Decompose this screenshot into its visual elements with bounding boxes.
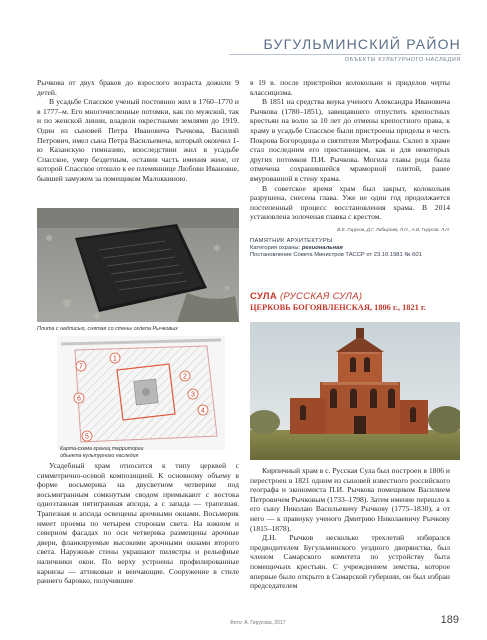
map-marker-label: 6 bbox=[77, 395, 81, 403]
map-marker bbox=[110, 353, 120, 363]
map-marker bbox=[76, 361, 86, 371]
paragraph: Рычкова от двух браков до взрослого возраста дожили 9 детей. bbox=[37, 78, 239, 97]
village-name-alt: (РУССКАЯ СУЛА) bbox=[279, 291, 363, 302]
plate-photo-illustration bbox=[37, 208, 239, 322]
monument-decree: Постановление Совета Министров ТАССР от 23.10.1981 № 601 bbox=[250, 251, 422, 258]
category-value: региональная bbox=[301, 244, 343, 251]
memorial-plate-photo bbox=[37, 208, 239, 322]
paragraph: Усадебный храм относится к типу церквей с симметрично-осевой композицией. К основному объему в форме восьмерика на двусветном четверике под восьмигранным сомкнутым сводом примыкают с востока одноэтажная пятигранная апсида, а с запада — трапезная. Трапезная и апсида освещены арочными окнами. Восьмерик имеет проемы по четырем сторонам света. На южном и северном фасадах по оси четверика размещены арочные двери, фланкируемые высокими арочными окнами второго света. Наружные стены украшают пилястры и рельефные наличники окон. По верху устроены профилированные карнизы — аттиковые и венчающие. Сооружение в стиле раннего барокко, получившее bbox=[37, 461, 239, 586]
header-rule bbox=[229, 54, 461, 55]
paragraph: В усадьбе Спасское ученый постоянно жил в 1760–1770 и в 1777–м. Его многочисленные потомки, как по мужской, так и по женской линии, владели окрестными землями до 1919. Один из сыновей Петра Ивановича Рычкова, Василий Петрович, имел сына Петра Васильевича, который окончил 1-ю Казанскую гимназию, впоследствии жил в усадьбе Спасское, умер бездетным, оставив часть имения жене, от которой Спасское отошло к ее племяннице Любови Ивановне, бывшей замужем за помещиком Малоккиною. bbox=[37, 97, 239, 183]
page-header bbox=[229, 36, 461, 63]
map-marker bbox=[198, 405, 208, 415]
church-title: ЦЕРКОВЬ БОГОЯВЛЕНСКАЯ, 1806 г., 1821 г. bbox=[250, 303, 426, 312]
church-photo bbox=[250, 322, 460, 460]
map-caption-line: Карта-схема границ территории bbox=[60, 446, 144, 452]
map-marker-label: 4 bbox=[201, 407, 205, 415]
left-column-top bbox=[37, 78, 239, 184]
paragraph: в 19 в. после пристройки колокольни и приделов черты классицизма. bbox=[250, 78, 450, 97]
author-credit: В.Е. Гирусов, Д.Г. Лобырова, Л.Н., А.И. Гирусов, Л.Н. bbox=[337, 226, 450, 232]
monument-category bbox=[250, 245, 450, 252]
paragraph: Д.Н. Рычков несколько трехлетий избирался предводителем Бугульминского уездного дворянства, был членом Самарского комитета по устройству быта помещичьих крестьян. С учреждением земства, которое впервые было открыто в Самарской губернии, он был избран председателем bbox=[250, 533, 450, 591]
map-caption-line: объекта культурного наследия bbox=[60, 452, 139, 459]
page-number: 189 bbox=[440, 614, 459, 626]
paragraph: Кирпичный храм в с. Русская Сула был построен в 1806 и перестроен в 1821 одним из сыновей известного российского географа и экономиста П.И. Рычкова помещиком Василием Петровичем Рычковым (1733–1798). Затем имение перешло к его сыну Николаю Васильевичу Рычкову (1775–1830), а от него — к правнуку ученого Дмитрию Николаевичу Рычкову (1815–1878). bbox=[250, 466, 450, 533]
region-subtitle: ОБЪЕКТЫ КУЛЬТУРНОГО НАСЛЕДИЯ bbox=[344, 57, 461, 63]
left-column-bottom bbox=[37, 461, 239, 586]
paragraph: В советское время храм был закрыт, колокольня разрушена, снесена глава. Уже не один год продолжается постепенный процесс восстановления храма. В 2014 установлена золоченая главка с крестом. bbox=[250, 183, 450, 222]
photo-credit: Фото: А. Гирусова, 2017 bbox=[230, 620, 286, 626]
region-title: БУГУЛЬМИНСКИЙ РАЙОН bbox=[263, 36, 461, 52]
right-column-top bbox=[250, 78, 450, 259]
map-marker-label: 7 bbox=[79, 363, 83, 371]
section-heading bbox=[250, 291, 460, 312]
map-marker bbox=[82, 431, 92, 441]
village-name bbox=[250, 291, 460, 302]
church-photo-illustration bbox=[250, 322, 460, 460]
monument-heading: ПАМЯТНИК АРХИТЕКТУРЫ bbox=[250, 237, 333, 244]
paragraph: В 1851 на средства внука ученого Александра Ивановича Рычкова (1780–1851), завещавшего отпустить крепостных крестьян на волю за 10 лет до отмены крепостного права, к храму в усадьбе Спасское были пристроены приделы в честь Покрова Богородицы и святителя Митрофана. Склеп в храме стал последним его пристанищем, как и для некоторых других потомков П.И. Рычкова. Могила главы рода была отмечена сохранившейся мраморной плитой, ранее вмурованной в стену храма. bbox=[250, 97, 450, 183]
map-marker-label: 5 bbox=[85, 433, 89, 441]
map-marker-label: 2 bbox=[183, 373, 187, 381]
right-column-bottom bbox=[250, 466, 450, 591]
plate-caption: Плита с надписью, снятая со стены склепа Рычковых bbox=[37, 326, 178, 332]
map-marker bbox=[74, 393, 84, 403]
village-name-main: СУЛА bbox=[250, 291, 278, 302]
map-marker bbox=[180, 371, 190, 381]
monument-info bbox=[250, 238, 450, 260]
map-marker bbox=[188, 389, 198, 399]
map-illustration bbox=[57, 336, 225, 450]
map-marker-label: 3 bbox=[191, 391, 195, 399]
map-marker-label: 1 bbox=[113, 355, 117, 363]
map-caption bbox=[60, 446, 240, 459]
category-label: Категория охраны: bbox=[250, 244, 301, 251]
site-boundary-map bbox=[57, 336, 225, 450]
